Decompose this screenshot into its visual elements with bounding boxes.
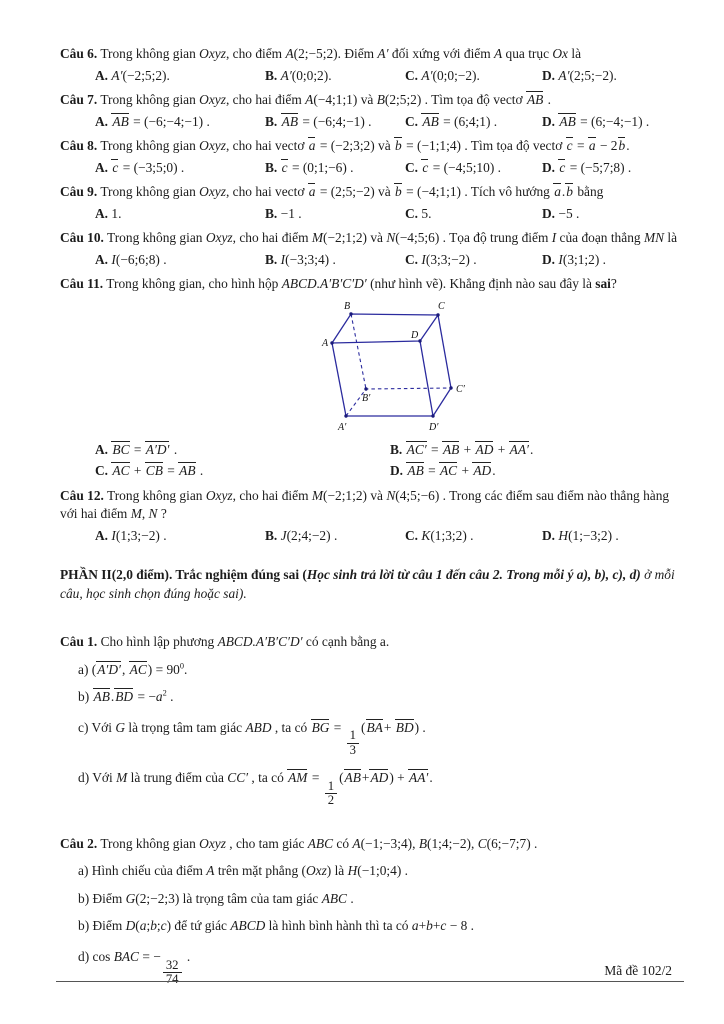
question-8 xyxy=(60,137,680,177)
option-a xyxy=(95,113,265,132)
option-text: H(1;−3;2) . xyxy=(558,527,619,543)
option-label: B. xyxy=(390,441,403,457)
option-text: AB = (6;−4;−1) . xyxy=(559,113,650,129)
parallelepiped-figure xyxy=(298,299,510,437)
question-12-options xyxy=(60,527,680,546)
option-text: J(2;4;−2) . xyxy=(280,527,338,543)
option-b xyxy=(265,113,405,132)
question-6-stem: Câu 6. Trong không gian Oxyz, cho điểm A(2;−5;2). Điểm A′ đối xứng với điểm A qua trục Ox là xyxy=(60,46,582,61)
option-text: A′(0;0;2). xyxy=(280,67,332,83)
option-b xyxy=(265,67,405,86)
option-text: 1. xyxy=(111,205,122,221)
option-c xyxy=(405,113,542,132)
question-10-options xyxy=(60,251,680,270)
option-a xyxy=(95,67,265,86)
part2-q1-item-d: d) Với M là trung điểm của CC′ , ta có AM = $\frac{1}{2}$ (AB+AD) + AA′. xyxy=(78,770,433,808)
option-text: c = (0;1;−6) . xyxy=(281,159,354,175)
option-d xyxy=(542,113,680,132)
figure-vertex-dots xyxy=(330,312,452,417)
option-label: B. xyxy=(265,251,278,267)
part2-q1-item-c: c) Với G là trọng tâm tam giác ABD , ta có BG = $\frac{1}{3}$ (BA+ BD) . xyxy=(78,719,426,757)
option-label: A. xyxy=(95,67,109,83)
option-b xyxy=(390,441,680,460)
part2-q2-stem: Câu 2. Trong không gian Oxyz , cho tam giác ABC có A(−1;−3;4), B(1;4;−2), C(6;−7;7) . xyxy=(60,835,538,851)
question-7 xyxy=(60,91,680,131)
question-10 xyxy=(60,229,680,269)
option-label: A. xyxy=(95,527,109,543)
part2-q1-stem: Câu 1. Cho hình lập phương ABCD.A′B′C′D′ có cạnh bằng a. xyxy=(60,634,390,649)
option-text: A′(−2;5;2). xyxy=(111,67,170,83)
option-text: −5 . xyxy=(558,205,580,221)
option-label: D. xyxy=(542,159,556,175)
option-label: A. xyxy=(95,159,109,175)
option-label: A. xyxy=(95,441,109,457)
vertex-label-d2: D′ xyxy=(429,421,439,433)
option-text: AB = AC + AD. xyxy=(407,463,496,478)
vertex-label-c: C xyxy=(438,300,445,312)
option-text: c = (−5;7;8) . xyxy=(559,159,632,175)
option-label: C. xyxy=(405,159,419,175)
option-text: I(3;3;−2) . xyxy=(421,251,477,267)
vertex-label-b: B xyxy=(344,300,351,312)
option-label: C. xyxy=(405,251,419,267)
option-label: D. xyxy=(542,113,556,129)
part2-q1-item-a: a) (A′D′, $AC) = 90^0$. xyxy=(78,661,188,677)
option-c xyxy=(405,159,542,178)
question-7-options xyxy=(60,113,680,132)
option-label: B. xyxy=(265,159,278,175)
option-label: D. xyxy=(390,463,404,478)
question-12 xyxy=(60,487,680,546)
vertex-label-b2: B′ xyxy=(362,392,371,404)
option-label: C. xyxy=(405,113,419,129)
part2-q2-item-d: d) cos BAC = − $\frac{32}{74}$ . xyxy=(78,948,191,986)
question-11-stem: Câu 11. Trong không gian, cho hình hộp ABCD.A′B′C′D′ (như hình vẽ). Khẳng định nào sau đây là sai? xyxy=(60,276,617,291)
option-text: AC′ = AB + AD + AA′. xyxy=(406,441,534,457)
option-d xyxy=(542,527,680,546)
part2-question-1 xyxy=(60,633,680,808)
option-b xyxy=(265,205,405,224)
option-c xyxy=(405,205,542,224)
option-label: D. xyxy=(542,251,556,267)
option-text: AB = (−6;−4;−1) . xyxy=(112,113,210,129)
option-c xyxy=(405,67,542,86)
option-label: D. xyxy=(542,67,556,83)
option-label: B. xyxy=(265,527,278,543)
question-8-options xyxy=(60,159,680,178)
option-label: C. xyxy=(95,463,109,478)
option-text: −1 . xyxy=(280,205,302,221)
option-text: I(−6;6;8) . xyxy=(111,251,167,267)
part2-q1-item-b: b) $AB.BD = -a^2$ . xyxy=(78,688,174,704)
vertex-label-a2: A′ xyxy=(338,421,347,433)
option-text: c = (−3;5;0) . xyxy=(112,159,185,175)
option-text: AB = (6;4;1) . xyxy=(422,113,498,129)
box-figure-svg xyxy=(298,299,510,437)
question-8-stem: Câu 8. Trong không gian Oxyz, cho hai vectơ a = (−2;3;2) và b = (−1;1;4) . Tìm tọa độ vectơ c = a − 2b. xyxy=(60,138,630,153)
option-label: A. xyxy=(95,113,109,129)
option-b xyxy=(265,527,405,546)
option-text: I(−3;3;4) . xyxy=(280,251,336,267)
option-text: A′(0;0;−2). xyxy=(421,67,480,83)
option-label: B. xyxy=(265,67,278,83)
option-label: B. xyxy=(265,113,278,129)
option-c xyxy=(405,251,542,270)
part2-q2-item-a: a) Hình chiếu của điểm A trên mặt phẳng (Oxz) là H(−1;0;4) . xyxy=(78,863,408,879)
option-d xyxy=(542,67,680,86)
question-9-options xyxy=(60,205,680,224)
option-text: I(3;1;2) . xyxy=(558,251,606,267)
question-7-stem: Câu 7. Trong không gian Oxyz, cho hai điểm A(−4;1;1) và B(2;5;2) . Tìm tọa độ vectơ AB . xyxy=(60,92,552,107)
question-6-options xyxy=(60,67,680,86)
option-a xyxy=(95,527,265,546)
question-9-stem: Câu 9. Trong không gian Oxyz, cho hai vectơ a = (2;5;−2) và b = (−4;1;1) . Tích vô hướng a.b bằng xyxy=(60,184,604,199)
option-text: c = (−4;5;10) . xyxy=(422,159,501,175)
vertex-label-c2: C′ xyxy=(456,383,465,395)
option-c xyxy=(95,462,390,481)
question-11 xyxy=(60,275,680,481)
option-label: D. xyxy=(542,527,556,543)
option-label: A. xyxy=(95,251,109,267)
option-text: K(1;3;2) . xyxy=(421,527,474,543)
option-a xyxy=(95,159,265,178)
option-text: AB = (−6;4;−1) . xyxy=(281,113,372,129)
part2-heading: PHẦN II(2,0 điểm). Trắc nghiệm đúng sai (Học sinh trả lời từ câu 1 đến câu 2. Trong mỗi ý a), b), c), d) ở mỗi câu, học sinh chọn đúng hoặc sai). xyxy=(60,567,675,601)
option-a xyxy=(95,441,390,460)
option-label: A. xyxy=(95,205,109,221)
option-b xyxy=(265,159,405,178)
option-a xyxy=(95,251,265,270)
option-label: B. xyxy=(265,205,278,221)
option-text: BC = A′D′ . xyxy=(112,441,178,457)
option-text: A′(2;5;−2). xyxy=(558,67,617,83)
part2-q2-item-b2: b) Điểm D(a;b;c) để tứ giác ABCD là hình bình hành thì ta có a+b+c − 8 . xyxy=(78,918,474,934)
option-d xyxy=(542,205,680,224)
vertex-label-d: D xyxy=(411,329,419,341)
option-text: 5. xyxy=(421,205,432,221)
option-c xyxy=(405,527,542,546)
question-12-stem: Câu 12. Trong không gian Oxyz, cho hai điểm M(−2;1;2) và N(4;5;−6) . Trong các điểm sau điểm nào thẳng hàng với hai điểm M, N ? xyxy=(60,487,670,521)
option-label: C. xyxy=(405,205,419,221)
option-d xyxy=(542,159,680,178)
question-6 xyxy=(60,45,680,85)
option-d xyxy=(542,251,680,270)
question-11-options xyxy=(60,441,680,481)
question-10-stem: Câu 10. Trong không gian Oxyz, cho hai điểm M(−2;1;2) và N(−4;5;6) . Tọa độ trung điểm I của đoạn thẳng MN là xyxy=(60,230,678,245)
figure-solid-edges xyxy=(332,314,451,416)
option-b xyxy=(265,251,405,270)
option-label: D. xyxy=(542,205,556,221)
option-label: C. xyxy=(405,67,419,83)
option-text: AC + CB = AB . xyxy=(112,463,204,478)
option-text: I(1;3;−2) . xyxy=(111,527,167,543)
page-footer xyxy=(56,962,684,983)
vertex-label-a: A xyxy=(322,337,329,349)
option-label: C. xyxy=(405,527,419,543)
exam-code-label: Mã đề 102/2 xyxy=(604,962,672,978)
option-a xyxy=(95,205,265,224)
option-d xyxy=(390,462,680,481)
figure-vertex-labels xyxy=(321,301,466,433)
part2-q2-item-b1: b) Điểm G(2;−2;3) là trọng tâm của tam giác ABC . xyxy=(78,890,354,906)
question-9 xyxy=(60,183,680,223)
